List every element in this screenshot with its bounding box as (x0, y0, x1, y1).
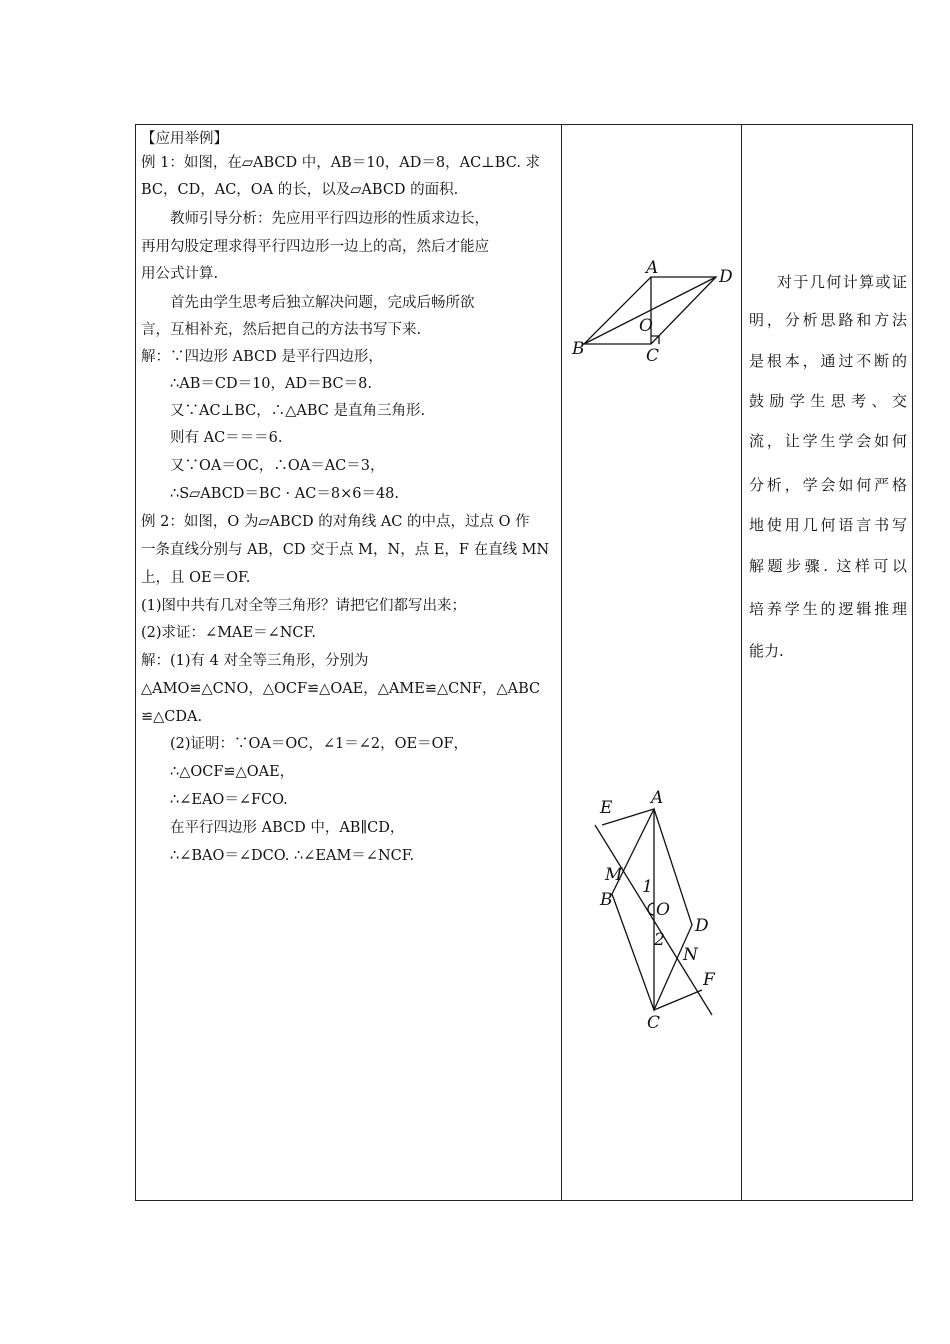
label-d-2: D (695, 916, 709, 936)
label-b-2: B (600, 890, 613, 910)
label-b: B (572, 339, 585, 359)
text-line: 例 1：如图，在▱ABCD 中，AB＝10，AD＝8，AC⊥BC. 求 (141, 155, 541, 171)
text-line: ∴S▱ABCD＝BC · AC＝8×6＝48. (170, 486, 399, 502)
text-line: 又∵AC⊥BC，∴△ABC 是直角三角形. (170, 403, 426, 419)
note-line: 解题步骤. 这样可以 (749, 557, 907, 575)
text-line: ∴∠EAO＝∠FCO. (170, 792, 288, 808)
text-line: (2)求证：∠MAE＝∠NCF. (141, 625, 316, 641)
label-e: E (600, 798, 613, 818)
teaching-note-column (742, 125, 912, 1200)
note-line: 对于几何计算或证 (777, 273, 907, 291)
label-o-2: O (656, 900, 670, 920)
text-line: (1)图中共有几对全等三角形？请把它们都写出来； (141, 598, 467, 614)
note-line: 鼓励学生思考、交 (749, 392, 907, 410)
label-a-2: A (651, 788, 664, 808)
text-line: ∴∠BAO＝∠DCO. ∴∠EAM＝∠NCF. (170, 848, 415, 864)
angle-mark (648, 903, 654, 915)
main-content-column (136, 125, 562, 1200)
text-line: 言，互相补充，然后把自己的方法书写下来. (141, 322, 422, 338)
text-line: △AMO≌△CNO，△OCF≌△OAE，△AME≌△CNF，△ABC (141, 681, 541, 697)
label-1: 1 (642, 877, 653, 897)
label-f: F (703, 970, 715, 990)
note-line: 地使用几何语言书写 (749, 516, 907, 534)
parallelogram-figure-2 (562, 785, 742, 1065)
text-line: 则有 AC＝＝＝6. (170, 430, 283, 446)
text-line: 例 2：如图，O 为▱ABCD 的对角线 AC 的中点，过点 O 作 (141, 514, 530, 530)
note-line: 培养学生的逻辑推理 (749, 600, 907, 618)
note-line: 是根本，通过不断的 (749, 352, 907, 370)
text-line: 又∵OA＝OC，∴OA＝AC＝3， (170, 458, 385, 474)
parallelogram-abcd-2 (612, 809, 692, 1010)
note-line: 分析，学会如何严格 (749, 476, 907, 494)
text-line: ∴△OCF≌△OAE， (170, 764, 295, 780)
text-line: 在平行四边形 ABCD 中，AB∥CD， (170, 820, 405, 836)
label-c: C (646, 346, 660, 366)
text-line: 首先由学生思考后独立解决问题，完成后畅所欲 (170, 295, 475, 311)
text-line: (2)证明：∵OA＝OC，∠1＝∠2，OE＝OF， (170, 736, 469, 752)
text-line: 教师引导分析：先应用平行四边形的性质求边长， (170, 211, 489, 227)
parallelogram-figure-1 (562, 255, 742, 515)
note-line: 流，让学生学会如何 (749, 432, 907, 450)
section-title: 【应用举例】 (141, 131, 228, 147)
lesson-table (135, 124, 913, 1201)
text-line: ≌△CDA. (141, 709, 203, 725)
text-line: 解：∵四边形 ABCD 是平行四边形， (141, 349, 383, 365)
text-line: 上，且 OE＝OF. (141, 570, 251, 586)
note-line: 明，分析思路和方法 (749, 311, 907, 329)
label-n: N (683, 945, 698, 965)
text-line: ∴AB＝CD＝10，AD＝BC＝8. (170, 376, 372, 392)
text-line: 用公式计算. (141, 266, 219, 282)
figure-column (562, 125, 742, 1200)
text-line: 再用勾股定理求得平行四边形一边上的高，然后才能应 (141, 239, 489, 255)
text-line: 解：(1)有 4 对全等三角形，分别为 (141, 653, 369, 669)
label-a: A (646, 258, 659, 278)
text-line: BC，CD，AC，OA 的长，以及▱ABCD 的面积. (141, 182, 459, 198)
label-d: D (719, 267, 733, 287)
text-line: 一条直线分别与 AB，CD 交于点 M，N，点 E，F 在直线 MN (141, 542, 550, 558)
label-c-2: C (647, 1013, 661, 1033)
note-line: 能力. (749, 642, 784, 660)
label-o: O (639, 316, 653, 336)
label-m: M (605, 865, 623, 885)
label-2: 2 (654, 930, 665, 950)
